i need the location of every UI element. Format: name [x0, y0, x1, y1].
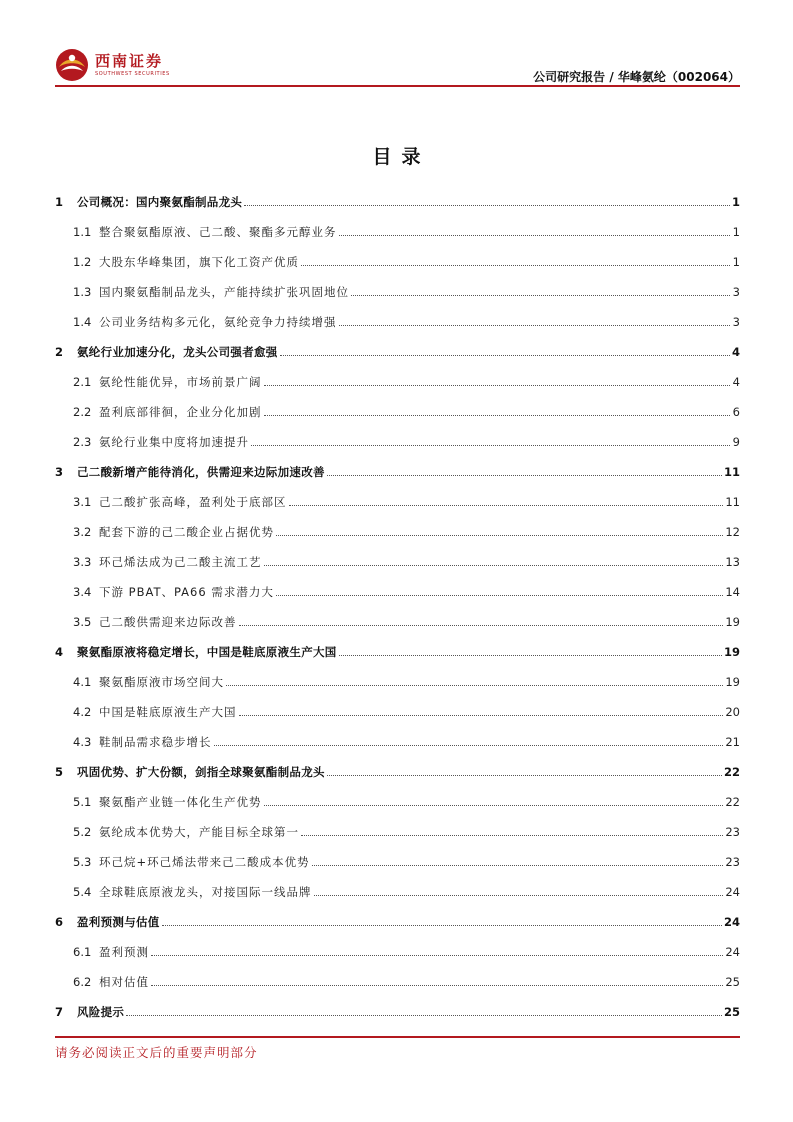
toc-entry-page: 25: [723, 1005, 740, 1019]
toc-entry-number: 3.3: [73, 555, 92, 569]
toc-chapter-entry[interactable]: [55, 630, 740, 660]
toc-entry-title: 国内聚氨酯制品龙头，产能持续扩张巩固地位: [99, 285, 349, 299]
toc-entry-number: 3.4: [73, 585, 92, 599]
toc-section-entry[interactable]: [55, 810, 740, 840]
toc-entry-title: 中国是鞋底原液生产大国: [99, 705, 237, 719]
toc-entry-title: 盈利预测: [99, 945, 149, 959]
toc-entry-number: 2.2: [73, 405, 92, 419]
toc-entry-page: 11: [725, 495, 740, 509]
toc-entry-page: 1: [732, 255, 740, 269]
toc-dot-leader: [239, 624, 724, 626]
toc-chapter-entry[interactable]: [55, 180, 740, 210]
toc-entry-title: 下游 PBAT、PA66 需求潜力大: [99, 585, 274, 599]
toc-section-entry[interactable]: [55, 420, 740, 450]
toc-entry-title: 公司概况：国内聚氨酯制品龙头: [77, 195, 243, 209]
toc-entry-number: 2.3: [73, 435, 92, 449]
toc-entry-number: 5.3: [73, 855, 92, 869]
toc-entry-title: 盈利底部徘徊，企业分化加剧: [99, 405, 262, 419]
toc-section-entry[interactable]: [55, 960, 740, 990]
toc-entry-number: 3.5: [73, 615, 92, 629]
toc-entry-page: 23: [725, 825, 740, 839]
toc-section-entry[interactable]: [55, 930, 740, 960]
toc-section-entry[interactable]: [55, 540, 740, 570]
toc-entry-page: 9: [732, 435, 740, 449]
toc-entry-page: 24: [723, 915, 740, 929]
toc-dot-leader: [264, 804, 724, 806]
toc-entry-page: 21: [725, 735, 740, 749]
toc-entry-title: 氨纶行业集中度将加速提升: [99, 435, 249, 449]
toc-entry-title: 巩固优势、扩大份额，剑指全球聚氨酯制品龙头: [77, 765, 325, 779]
toc-entry-number: 3.1: [73, 495, 92, 509]
toc-entry-page: 13: [725, 555, 740, 569]
toc-entry-number: 4.2: [73, 705, 92, 719]
toc-entry-page: 19: [725, 675, 740, 689]
toc-entry-page: 3: [732, 285, 740, 299]
toc-dot-leader: [339, 324, 731, 326]
toc-entry-number: 6: [55, 915, 64, 929]
toc-dot-leader: [226, 684, 723, 686]
toc-entry-page: 19: [725, 615, 740, 629]
toc-entry-number: 1.1: [73, 225, 92, 239]
toc-section-entry[interactable]: [55, 240, 740, 270]
toc-entry-page: 14: [725, 585, 740, 599]
toc-section-entry[interactable]: [55, 660, 740, 690]
toc-entry-page: 1: [731, 195, 740, 209]
toc-entry-title: 盈利预测与估值: [77, 915, 160, 929]
toc-entry-title: 全球鞋底原液龙头，对接国际一线品牌: [99, 885, 312, 899]
toc-entry-title: 氨纶性能优异，市场前景广阔: [99, 375, 262, 389]
toc-entry-number: 5.4: [73, 885, 92, 899]
toc-dot-leader: [251, 444, 730, 446]
toc-dot-leader: [264, 414, 731, 416]
toc-entry-title: 己二酸供需迎来边际改善: [99, 615, 237, 629]
toc-dot-leader: [264, 564, 724, 566]
toc-entry-title: 大股东华峰集团，旗下化工资产优质: [99, 255, 299, 269]
toc-chapter-entry[interactable]: [55, 450, 740, 480]
toc-entry-title: 环己烷+环己烯法带来己二酸成本优势: [99, 855, 310, 869]
southwest-securities-logo-icon: [55, 48, 89, 82]
toc-dot-leader: [214, 744, 724, 746]
company-logo: [55, 48, 170, 82]
toc-entry-number: 5.1: [73, 795, 92, 809]
toc-dot-leader: [301, 834, 723, 836]
toc-dot-leader: [276, 534, 723, 536]
toc-section-entry[interactable]: [55, 570, 740, 600]
toc-dot-leader: [280, 354, 730, 356]
logo-text: [95, 52, 170, 78]
toc-entry-title: 配套下游的己二酸企业占据优势: [99, 525, 274, 539]
header-divider: [55, 85, 740, 87]
toc-entry-number: 1.3: [73, 285, 92, 299]
toc-section-entry[interactable]: [55, 510, 740, 540]
toc-dot-leader: [351, 294, 730, 296]
footer-divider: [55, 1036, 740, 1038]
toc-dot-leader: [151, 954, 723, 956]
toc-dot-leader: [339, 654, 722, 656]
toc-section-entry[interactable]: [55, 780, 740, 810]
toc-entry-page: 24: [725, 945, 740, 959]
logo-english-name: SOUTHWEST SECURITIES: [95, 71, 170, 77]
toc-entry-number: 3.2: [73, 525, 92, 539]
toc-entry-page: 3: [732, 315, 740, 329]
toc-entry-number: 1.4: [73, 315, 92, 329]
toc-entry-page: 6: [732, 405, 740, 419]
toc-entry-number: 6.1: [73, 945, 92, 959]
toc-entry-title: 氨纶行业加速分化，龙头公司强者愈强: [77, 345, 278, 359]
toc-dot-leader: [239, 714, 724, 716]
toc-entry-title: 鞋制品需求稳步增长: [99, 735, 212, 749]
toc-chapter-entry[interactable]: [55, 330, 740, 360]
toc-entry-page: 19: [723, 645, 740, 659]
toc-entry-number: 2.1: [73, 375, 92, 389]
toc-dot-leader: [327, 774, 722, 776]
toc-section-entry[interactable]: [55, 270, 740, 300]
toc-section-entry[interactable]: [55, 360, 740, 390]
toc-entry-title: 氨纶成本优势大，产能目标全球第一: [99, 825, 299, 839]
toc-entry-page: 4: [731, 345, 740, 359]
toc-dot-leader: [314, 894, 724, 896]
toc-entry-title: 相对估值: [99, 975, 149, 989]
toc-dot-leader: [289, 504, 724, 506]
toc-section-entry[interactable]: [55, 690, 740, 720]
toc-entry-number: 5: [55, 765, 64, 779]
toc-entry-page: 24: [725, 885, 740, 899]
toc-entry-page: 20: [725, 705, 740, 719]
toc-section-entry[interactable]: [55, 870, 740, 900]
toc-entry-title: 己二酸扩张高峰，盈利处于底部区: [99, 495, 287, 509]
toc-entry-title: 整合聚氨酯原液、己二酸、聚酯多元醇业务: [99, 225, 337, 239]
toc-entry-page: 1: [732, 225, 740, 239]
toc-entry-number: 4.3: [73, 735, 92, 749]
footer-disclaimer: 请务必阅读正文后的重要声明部分: [55, 1045, 258, 1060]
toc-chapter-entry[interactable]: [55, 750, 740, 780]
toc-dot-leader: [264, 384, 731, 386]
toc-chapter-entry[interactable]: [55, 900, 740, 930]
toc-entry-title: 己二酸新增产能待消化，供需迎来边际加速改善: [77, 465, 325, 479]
toc-entry-title: 聚氨酯原液将稳定增长，中国是鞋底原液生产大国: [77, 645, 337, 659]
toc-entry-number: 2: [55, 345, 64, 359]
toc-entry-page: 23: [725, 855, 740, 869]
toc-entry-number: 4: [55, 645, 64, 659]
toc-entry-page: 11: [723, 465, 740, 479]
toc-dot-leader: [162, 924, 722, 926]
toc-chapter-entry[interactable]: [55, 990, 740, 1020]
toc-entry-number: 5.2: [73, 825, 92, 839]
toc-entry-number: 1: [55, 195, 64, 209]
toc-entry-title: 环己烯法成为己二酸主流工艺: [99, 555, 262, 569]
toc-entry-page: 22: [723, 765, 740, 779]
toc-entry-number: 7: [55, 1005, 64, 1019]
toc-entry-title: 聚氨酯原液市场空间大: [99, 675, 224, 689]
toc-entry-page: 25: [725, 975, 740, 989]
page-header: [55, 40, 740, 90]
toc-dot-leader: [301, 264, 730, 266]
toc-entry-page: 4: [732, 375, 740, 389]
table-of-contents: [55, 180, 740, 1020]
toc-entry-title: 公司业务结构多元化，氨纶竞争力持续增强: [99, 315, 337, 329]
toc-dot-leader: [151, 984, 723, 986]
toc-entry-number: 4.1: [73, 675, 92, 689]
page-title: 目录: [372, 146, 431, 168]
toc-dot-leader: [244, 204, 730, 206]
toc-entry-page: 12: [725, 525, 740, 539]
toc-section-entry[interactable]: [55, 210, 740, 240]
toc-dot-leader: [312, 864, 724, 866]
toc-dot-leader: [126, 1014, 722, 1016]
toc-entry-title: 聚氨酯产业链一体化生产优势: [99, 795, 262, 809]
toc-dot-leader: [276, 594, 724, 596]
toc-section-entry[interactable]: [55, 480, 740, 510]
toc-section-entry[interactable]: [55, 600, 740, 630]
toc-entry-page: 22: [725, 795, 740, 809]
toc-dot-leader: [339, 234, 731, 236]
toc-section-entry[interactable]: [55, 390, 740, 420]
toc-entry-number: 6.2: [73, 975, 92, 989]
report-label: 公司研究报告 / 华峰氨纶（002064）: [533, 70, 740, 84]
logo-chinese-name: 西南证券: [95, 52, 164, 70]
toc-entry-title: 风险提示: [77, 1005, 125, 1019]
toc-entry-number: 3: [55, 465, 64, 479]
toc-section-entry[interactable]: [55, 840, 740, 870]
toc-section-entry[interactable]: [55, 300, 740, 330]
toc-entry-number: 1.2: [73, 255, 92, 269]
toc-section-entry[interactable]: [55, 720, 740, 750]
toc-dot-leader: [327, 474, 722, 476]
